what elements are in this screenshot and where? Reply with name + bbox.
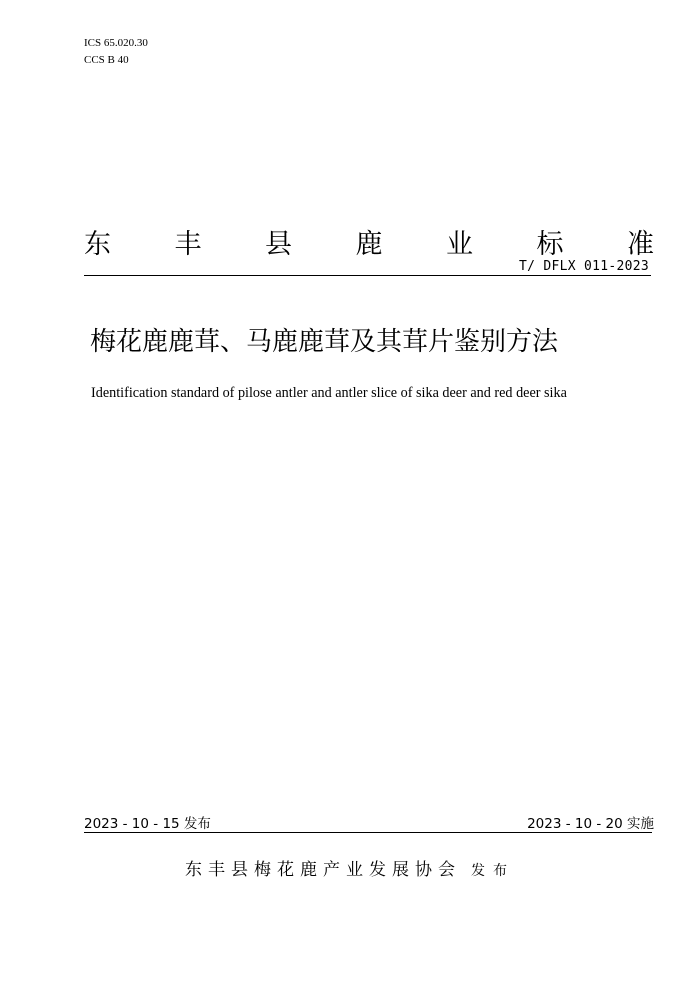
publish-label: 发布 [471, 863, 515, 879]
standard-type-char: 丰 [174, 229, 202, 260]
standard-type-char: 东 [84, 229, 111, 260]
standard-number: T/ DFLX 011-2023 [518, 259, 649, 274]
ics-code: ICS 65.020.30 [84, 37, 148, 49]
ccs-code: CCS B 40 [84, 54, 129, 66]
standard-type-char: 鹿 [355, 229, 383, 260]
bottom-divider [84, 832, 652, 833]
publisher-name: 东丰县梅花鹿产业发展协会 [185, 860, 461, 880]
implementation-date: 2023 - 10 - 20 实施 [527, 816, 654, 832]
standard-type-char: 准 [627, 229, 654, 260]
issue-date: 2023 - 10 - 15 发布 [84, 816, 211, 832]
top-divider [84, 275, 651, 276]
standard-type-char: 县 [265, 229, 292, 260]
standard-type-heading [84, 228, 654, 262]
publisher-line [0, 858, 700, 883]
standard-type-char: 标 [536, 229, 564, 260]
document-title-chinese: 梅花鹿鹿茸、马鹿鹿茸及其茸片鉴别方法 [90, 327, 559, 357]
standard-type-char: 业 [446, 229, 473, 260]
document-title-english: Identification standard of pilose antler and antler slice of sika deer and red deer sika [91, 385, 567, 401]
